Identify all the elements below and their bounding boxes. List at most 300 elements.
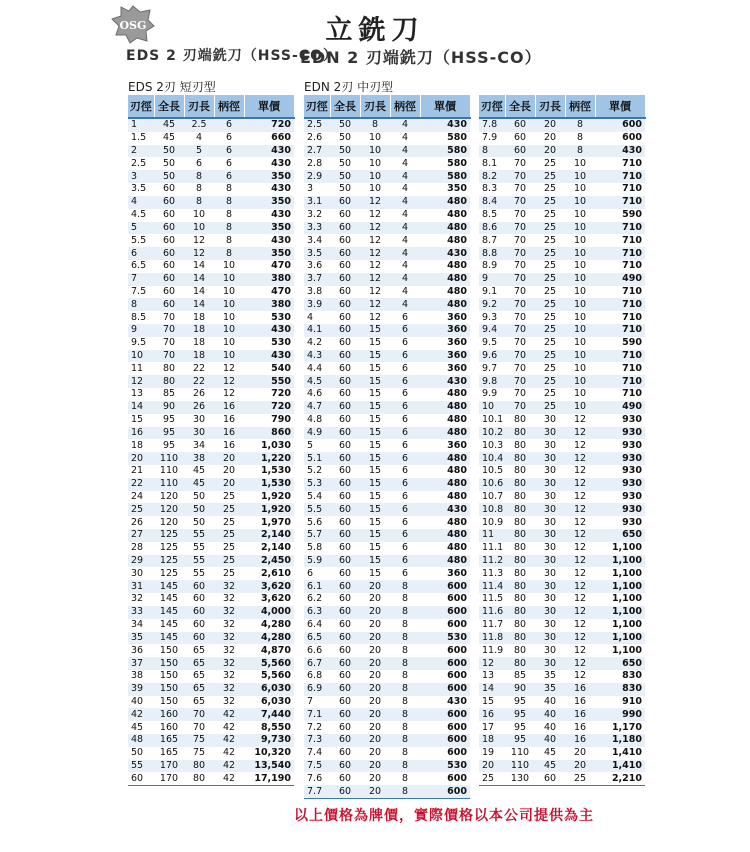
table-row — [479, 760, 645, 773]
cell-shank-diameter: 10 — [565, 196, 595, 209]
cell-diameter: 10 — [479, 401, 505, 414]
cell-flute-length: 15 — [368, 465, 382, 477]
cell-diameter: 3.5 — [304, 247, 330, 260]
table-row — [479, 465, 645, 478]
cell-diameter: 33 — [128, 606, 154, 619]
cell-flute-length: 30 — [543, 414, 557, 426]
cell-shank-diameter: 25 — [222, 542, 236, 554]
cell-overall-length: 130 — [510, 772, 530, 784]
cell-unit-price: 17,190 — [254, 772, 291, 784]
cell-unit-price: 430 — [420, 247, 470, 260]
cell-flute-length: 25 — [543, 183, 557, 195]
cell-flute-length: 8 — [195, 183, 203, 195]
cell-unit-price: 2,610 — [260, 567, 291, 579]
cell-diameter: 7.5 — [131, 285, 147, 297]
table-row — [479, 632, 645, 645]
cell-overall-length: 80 — [513, 567, 527, 579]
cell-shank-diameter: 25 — [214, 503, 244, 516]
cell-flute-length: 18 — [184, 350, 214, 363]
table-row — [479, 222, 645, 235]
cell-overall-length: 70 — [505, 273, 535, 286]
cell-diameter: 9.4 — [479, 324, 505, 337]
table-row — [304, 760, 470, 773]
cell-flute-length: 30 — [535, 580, 565, 593]
cell-shank-diameter: 25 — [222, 567, 236, 579]
table-row — [479, 350, 645, 363]
cell-shank-diameter: 4 — [401, 234, 409, 246]
table-row — [128, 747, 294, 760]
cell-flute-length: 15 — [360, 375, 390, 388]
table-row — [128, 632, 294, 645]
table-row — [304, 619, 470, 632]
cell-diameter: 5 — [307, 439, 314, 451]
cell-flute-length: 15 — [360, 452, 390, 465]
cell-flute-length: 10 — [360, 170, 390, 183]
table-row — [479, 606, 645, 619]
table-row — [128, 593, 294, 606]
cell-overall-length: 80 — [505, 503, 535, 516]
cell-overall-length: 60 — [330, 273, 360, 286]
cell-diameter: 2.7 — [304, 145, 330, 158]
cell-overall-length: 60 — [330, 580, 360, 593]
cell-overall-length: 145 — [154, 606, 184, 619]
cell-unit-price: 3,620 — [260, 593, 291, 605]
cell-shank-diameter: 12 — [565, 657, 595, 670]
cell-unit-price: 350 — [244, 222, 294, 235]
cell-flute-length: 30 — [535, 529, 565, 542]
cell-overall-length: 50 — [154, 170, 184, 183]
cell-shank-diameter: 32 — [214, 683, 244, 696]
table-row — [128, 503, 294, 516]
cell-unit-price: 600 — [420, 785, 470, 798]
cell-overall-length: 60 — [338, 670, 352, 682]
table-row — [304, 222, 470, 235]
cell-overall-length: 70 — [513, 311, 527, 323]
cell-diameter: 6.5 — [304, 632, 330, 645]
cell-unit-price: 580 — [420, 145, 470, 158]
cell-diameter: 5.8 — [307, 542, 323, 554]
cell-unit-price: 600 — [447, 619, 467, 631]
table-row — [479, 721, 645, 734]
cell-flute-length: 10 — [368, 157, 382, 169]
cell-diameter: 10.6 — [479, 478, 505, 491]
cell-diameter: 10 — [128, 350, 154, 363]
cell-shank-diameter: 4 — [401, 285, 409, 297]
cell-diameter: 4.5 — [131, 209, 147, 221]
cell-overall-length: 150 — [159, 644, 179, 656]
cell-shank-diameter: 8 — [214, 247, 244, 260]
cell-flute-length: 20 — [360, 785, 390, 798]
cell-overall-length: 60 — [338, 772, 352, 784]
cell-unit-price: 600 — [420, 683, 470, 696]
table-row — [304, 298, 470, 311]
cell-diameter: 6.6 — [307, 644, 323, 656]
cell-diameter: 6.9 — [304, 683, 330, 696]
cell-shank-diameter: 4 — [390, 170, 420, 183]
cell-diameter: 20 — [479, 760, 505, 773]
cell-flute-length: 25 — [535, 273, 565, 286]
cell-shank-diameter: 8 — [390, 632, 420, 645]
cell-shank-diameter: 8 — [225, 209, 233, 221]
cell-flute-length: 30 — [543, 465, 557, 477]
table-row — [304, 362, 470, 375]
cell-overall-length: 165 — [154, 734, 184, 747]
cell-overall-length: 170 — [159, 772, 179, 784]
cell-overall-length: 150 — [159, 695, 179, 707]
cell-overall-length: 60 — [338, 234, 352, 246]
cell-diameter: 4.6 — [307, 388, 323, 400]
table-row — [128, 118, 294, 132]
cell-diameter: 48 — [128, 734, 154, 747]
cell-flute-length: 15 — [368, 414, 382, 426]
cell-unit-price: 580 — [447, 132, 467, 144]
cell-shank-diameter: 42 — [222, 772, 236, 784]
page-title: 立銑刀 — [325, 15, 425, 46]
cell-overall-length: 80 — [505, 427, 535, 440]
cell-overall-length: 60 — [330, 478, 360, 491]
cell-diameter: 34 — [131, 619, 144, 631]
cell-overall-length: 60 — [154, 273, 184, 286]
cell-flute-length: 12 — [368, 285, 382, 297]
cell-flute-length: 4 — [195, 132, 203, 144]
cell-overall-length: 50 — [330, 118, 360, 132]
cell-unit-price: 1,030 — [260, 439, 291, 451]
cell-shank-diameter: 6 — [401, 388, 409, 400]
cell-diameter: 5.6 — [307, 516, 323, 528]
cell-diameter: 9 — [128, 324, 154, 337]
cell-overall-length: 95 — [162, 439, 176, 451]
cell-overall-length: 80 — [162, 362, 176, 374]
cell-diameter: 11.4 — [479, 580, 505, 593]
cell-overall-length: 60 — [330, 606, 360, 619]
cell-diameter: 5.1 — [304, 452, 330, 465]
cell-unit-price: 1,970 — [260, 516, 291, 528]
table-row — [479, 657, 645, 670]
cell-flute-length: 55 — [192, 542, 206, 554]
cell-unit-price: 430 — [420, 118, 470, 132]
cell-unit-price: 660 — [271, 132, 291, 144]
cell-overall-length: 60 — [330, 401, 360, 414]
cell-unit-price: 530 — [420, 632, 470, 645]
cell-overall-length: 60 — [338, 721, 352, 733]
cell-shank-diameter: 12 — [573, 670, 587, 682]
table-row — [128, 311, 294, 324]
table-row — [304, 234, 470, 247]
cell-flute-length: 34 — [192, 439, 206, 451]
cell-unit-price: 1,180 — [595, 734, 645, 747]
cell-diameter: 2.6 — [307, 132, 323, 144]
cell-shank-diameter: 42 — [214, 734, 244, 747]
cell-overall-length: 45 — [162, 132, 176, 144]
cell-overall-length: 80 — [513, 593, 527, 605]
cell-unit-price: 430 — [271, 209, 291, 221]
cell-unit-price: 480 — [447, 414, 467, 426]
table-row — [479, 183, 645, 196]
cell-diameter: 5.5 — [304, 503, 330, 516]
cell-diameter: 2.8 — [307, 157, 323, 169]
cell-flute-length: 20 — [368, 670, 382, 682]
cell-overall-length: 160 — [154, 708, 184, 721]
cell-flute-length: 5 — [184, 145, 214, 158]
cell-flute-length: 15 — [368, 516, 382, 528]
cell-unit-price: 430 — [244, 324, 294, 337]
cell-unit-price: 350 — [244, 170, 294, 183]
cell-diameter: 9.5 — [131, 337, 147, 349]
table-row — [128, 273, 294, 286]
cell-overall-length: 70 — [505, 222, 535, 235]
table-row — [128, 247, 294, 260]
cell-overall-length: 60 — [330, 555, 360, 568]
table-row — [304, 734, 470, 747]
cell-shank-diameter: 6 — [214, 145, 244, 158]
cell-unit-price: 5,560 — [244, 657, 294, 670]
cell-flute-length: 25 — [535, 222, 565, 235]
cell-flute-length: 70 — [192, 721, 206, 733]
cell-overall-length: 70 — [505, 298, 535, 311]
cell-unit-price: 540 — [271, 362, 291, 374]
table-row — [304, 260, 470, 273]
cell-diameter: 3.2 — [307, 209, 323, 221]
cell-shank-diameter: 12 — [565, 580, 595, 593]
cell-overall-length: 80 — [513, 644, 527, 656]
cell-overall-length: 60 — [330, 222, 360, 235]
cell-flute-length: 10 — [368, 132, 382, 144]
col-header-unit-price: 單價 — [595, 95, 645, 118]
cell-diameter: 4.3 — [304, 350, 330, 363]
cell-overall-length: 70 — [505, 350, 535, 363]
col-header-overall-length: 全長 — [154, 95, 184, 118]
cell-unit-price: 710 — [595, 350, 645, 363]
cell-diameter: 8.9 — [482, 260, 498, 272]
cell-shank-diameter: 12 — [573, 439, 587, 451]
cell-unit-price: 2,140 — [244, 529, 294, 542]
cell-shank-diameter: 16 — [565, 683, 595, 696]
table-row — [304, 118, 470, 132]
cell-shank-diameter: 32 — [214, 580, 244, 593]
cell-shank-diameter: 6 — [390, 375, 420, 388]
cell-shank-diameter: 4 — [390, 118, 420, 132]
cell-diameter: 29 — [128, 555, 154, 568]
cell-unit-price: 600 — [447, 670, 467, 682]
cell-flute-length: 50 — [192, 490, 206, 502]
cell-shank-diameter: 12 — [573, 516, 587, 528]
cell-diameter: 16 — [479, 708, 505, 721]
cell-flute-length: 15 — [360, 427, 390, 440]
cell-flute-length: 12 — [184, 247, 214, 260]
cell-overall-length: 110 — [510, 747, 530, 759]
cell-flute-length: 25 — [543, 311, 557, 323]
table-row — [128, 401, 294, 414]
table-row — [479, 375, 645, 388]
cell-flute-length: 35 — [543, 670, 557, 682]
cell-diameter: 4.2 — [307, 337, 323, 349]
table-row — [479, 555, 645, 568]
table-row — [479, 170, 645, 183]
cell-diameter: 8.5 — [482, 209, 498, 221]
cell-unit-price: 1,100 — [595, 606, 645, 619]
cell-diameter: 4.8 — [307, 414, 323, 426]
cell-overall-length: 50 — [338, 183, 352, 195]
cell-shank-diameter: 10 — [565, 298, 595, 311]
table-row — [304, 157, 470, 170]
cell-diameter: 11.9 — [482, 644, 504, 656]
cell-overall-length: 95 — [513, 695, 527, 707]
cell-overall-length: 80 — [513, 414, 527, 426]
cell-unit-price: 2,140 — [260, 542, 291, 554]
cell-diameter: 10.1 — [482, 414, 504, 426]
cell-unit-price: 720 — [271, 388, 291, 400]
cell-flute-length: 40 — [535, 708, 565, 721]
cell-unit-price: 710 — [595, 196, 645, 209]
cell-unit-price: 600 — [447, 593, 467, 605]
cell-unit-price: 600 — [420, 708, 470, 721]
cell-unit-price: 360 — [420, 324, 470, 337]
cell-overall-length: 95 — [162, 414, 176, 426]
cell-flute-length: 15 — [368, 388, 382, 400]
cell-shank-diameter: 6 — [225, 157, 233, 169]
cell-flute-length: 14 — [184, 273, 214, 286]
cell-overall-length: 60 — [338, 619, 352, 631]
cell-shank-diameter: 6 — [214, 170, 244, 183]
cell-unit-price: 1,100 — [611, 593, 642, 605]
cell-flute-length: 20 — [360, 580, 390, 593]
cell-shank-diameter: 10 — [214, 350, 244, 363]
cell-overall-length: 60 — [338, 439, 352, 451]
cell-flute-length: 15 — [368, 490, 382, 502]
cell-shank-diameter: 10 — [222, 260, 236, 272]
cell-unit-price: 650 — [595, 529, 645, 542]
cell-shank-diameter: 12 — [565, 555, 595, 568]
cell-unit-price: 710 — [595, 298, 645, 311]
cell-shank-diameter: 4 — [390, 298, 420, 311]
table-row — [479, 362, 645, 375]
subtitle-eds: EDS 2 刃端銑刀（HSS-CO） — [126, 48, 338, 64]
cell-flute-length: 65 — [192, 644, 206, 656]
cell-unit-price: 530 — [271, 337, 291, 349]
cell-unit-price: 550 — [244, 375, 294, 388]
cell-unit-price: 710 — [595, 375, 645, 388]
cell-overall-length: 60 — [330, 657, 360, 670]
cell-flute-length: 25 — [535, 170, 565, 183]
cell-overall-length: 60 — [505, 118, 535, 132]
cell-flute-length: 30 — [535, 503, 565, 516]
cell-diameter: 5.3 — [304, 478, 330, 491]
table-row — [479, 157, 645, 170]
cell-unit-price: 930 — [622, 414, 642, 426]
cell-overall-length: 60 — [330, 529, 360, 542]
cell-diameter: 10.3 — [482, 439, 504, 451]
table-row — [128, 234, 294, 247]
cell-shank-diameter: 10 — [214, 324, 244, 337]
table-row — [128, 708, 294, 721]
cell-flute-length: 25 — [535, 401, 565, 414]
table-row — [304, 593, 470, 606]
table-row — [479, 247, 645, 260]
cell-flute-length: 20 — [360, 708, 390, 721]
table-row — [479, 118, 645, 132]
cell-flute-length: 25 — [543, 157, 557, 169]
cell-diameter: 7.9 — [482, 132, 498, 144]
cell-overall-length: 60 — [338, 414, 352, 426]
cell-overall-length: 145 — [159, 619, 179, 631]
cell-shank-diameter: 32 — [222, 644, 236, 656]
cell-diameter: 10.7 — [482, 490, 504, 502]
cell-flute-length: 30 — [184, 427, 214, 440]
table-row — [128, 721, 294, 734]
cell-unit-price: 910 — [622, 695, 642, 707]
cell-overall-length: 60 — [338, 337, 352, 349]
cell-diameter: 3.7 — [304, 273, 330, 286]
cell-overall-length: 60 — [338, 362, 352, 374]
cell-overall-length: 80 — [505, 529, 535, 542]
cell-flute-length: 30 — [535, 555, 565, 568]
cell-diameter: 60 — [131, 772, 144, 784]
table-row — [304, 414, 470, 427]
cell-unit-price: 480 — [420, 529, 470, 542]
cell-shank-diameter: 32 — [222, 670, 236, 682]
cell-flute-length: 12 — [368, 260, 382, 272]
cell-unit-price: 710 — [622, 234, 642, 246]
cell-shank-diameter: 10 — [565, 375, 595, 388]
cell-unit-price: 10,320 — [254, 747, 291, 759]
cell-unit-price: 720 — [244, 401, 294, 414]
cell-shank-diameter: 8 — [565, 118, 595, 132]
cell-unit-price: 430 — [271, 157, 291, 169]
cell-diameter: 11.5 — [482, 593, 504, 605]
cell-diameter: 6 — [128, 247, 154, 260]
cell-unit-price: 1,100 — [611, 644, 642, 656]
table-row — [128, 567, 294, 580]
cell-flute-length: 30 — [543, 644, 557, 656]
cell-shank-diameter: 12 — [214, 375, 244, 388]
cell-overall-length: 60 — [330, 452, 360, 465]
cell-unit-price: 470 — [271, 285, 291, 297]
cell-unit-price: 2,210 — [611, 772, 642, 784]
cell-diameter: 9.1 — [482, 285, 498, 297]
cell-flute-length: 30 — [543, 516, 557, 528]
cell-diameter: 7.8 — [479, 118, 505, 132]
cell-unit-price: 7,440 — [244, 708, 294, 721]
col-header-overall-length: 全長 — [505, 95, 535, 118]
cell-overall-length: 80 — [154, 375, 184, 388]
table-row — [304, 452, 470, 465]
cell-diameter: 7.5 — [304, 760, 330, 773]
table-row — [304, 209, 470, 222]
cell-unit-price: 710 — [595, 222, 645, 235]
cell-unit-price: 480 — [420, 478, 470, 491]
cell-unit-price: 600 — [595, 118, 645, 132]
cell-unit-price: 1,920 — [244, 503, 294, 516]
cell-shank-diameter: 4 — [390, 273, 420, 286]
cell-overall-length: 110 — [505, 760, 535, 773]
cell-overall-length: 60 — [338, 388, 352, 400]
cell-overall-length: 50 — [338, 157, 352, 169]
table-row — [479, 427, 645, 440]
cell-shank-diameter: 6 — [390, 503, 420, 516]
cell-diameter: 7.6 — [307, 772, 323, 784]
cell-flute-length: 25 — [543, 209, 557, 221]
cell-overall-length: 90 — [154, 401, 184, 414]
cell-shank-diameter: 8 — [214, 222, 244, 235]
section-label-eds: EDS 2刃 短刃型 — [128, 80, 216, 94]
table-row — [304, 388, 470, 401]
cell-shank-diameter: 12 — [565, 606, 595, 619]
cell-unit-price: 650 — [595, 657, 645, 670]
table-row — [304, 657, 470, 670]
table-row — [128, 529, 294, 542]
cell-shank-diameter: 12 — [573, 593, 587, 605]
cell-flute-length: 30 — [535, 632, 565, 645]
